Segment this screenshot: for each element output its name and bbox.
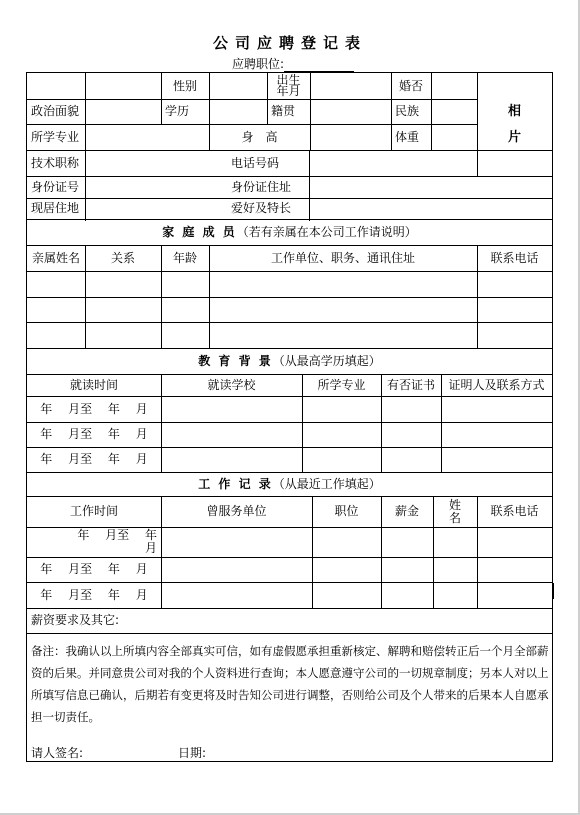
edu-row-1-period: 年 月至 年 月	[40, 401, 148, 416]
edu-row-3-period: 年 月至 年 月	[40, 452, 148, 466]
tech-title-label: 技术职称	[31, 155, 80, 170]
family-col-name: 亲属姓名	[31, 250, 80, 265]
work-col-reference-name-char2: 名	[448, 510, 461, 525]
edu-col-major: 所学专业	[317, 377, 366, 392]
education-label: 学历	[165, 104, 190, 118]
height-label: 身 高	[241, 129, 278, 144]
disclaimer-text: 备注：我确认以上所填内容全部真实可信，如有虚假愿承担重新核定、解聘和赔偿转正后一个月全部薪资的后果。并同意贵公司对我的个人资料进行查询；本人愿意遵守公司的一切规章制度；另本人对以上所填写信息已确认，后期若有变更将及时告知公司进行调整，否则给公司及个人带来的后果本人自愿承担一切责任。	[31, 644, 549, 724]
major-label: 所学专业	[31, 129, 80, 144]
photo-label-char2: 片	[507, 129, 521, 145]
weight-label: 体重	[395, 129, 420, 144]
work-col-employer: 曾服务单位	[206, 504, 267, 518]
family-section-header	[27, 219, 552, 245]
gender-label: 性别	[172, 78, 197, 93]
work-col-phone: 联系电话	[490, 504, 539, 518]
work-section-title: 工 作 记 录	[198, 476, 273, 491]
application-form-table	[26, 72, 553, 762]
applied-position-label: 应聘职位:	[232, 57, 285, 71]
work-row-2-period: 年 月至 年 月	[40, 562, 148, 576]
applied-position-field[interactable]	[284, 59, 354, 72]
work-section-note: （从最近工作填起）	[272, 476, 381, 491]
work-col-reference-name-char1: 姓	[448, 497, 461, 512]
photo-label-char1: 相	[507, 103, 521, 119]
photo-box	[477, 73, 552, 176]
edu-col-period: 就读时间	[69, 377, 118, 392]
signature-label: 请人签名:	[31, 745, 84, 760]
family-col-phone: 联系电话	[490, 250, 539, 265]
family-col-work: 工作单位、职务、通讯住址	[270, 250, 415, 265]
family-section-title: 家 庭 成 员	[162, 224, 237, 239]
date-label: 日期:	[178, 745, 207, 760]
work-col-reference-name	[433, 496, 477, 527]
work-col-salary: 薪金	[394, 504, 419, 518]
work-col-position: 职位	[334, 504, 359, 518]
work-section-header	[27, 472, 552, 496]
edu-col-reference: 证明人及联系方式	[448, 377, 545, 392]
ethnicity-label: 民族	[395, 104, 420, 118]
hobbies-label: 爱好及特长	[231, 201, 292, 215]
political-status-label: 政治面貌	[31, 104, 80, 118]
education-section-header	[27, 348, 552, 374]
edu-row-2-period: 年 月至 年 月	[40, 427, 148, 441]
birth-date-label-line1: 出生	[276, 73, 301, 87]
work-row-3-period: 年 月至 年 月	[40, 587, 148, 602]
work-row-1-period-line2: 月	[144, 541, 157, 555]
edu-col-school: 就读学校	[207, 377, 256, 392]
birth-date-label	[267, 73, 310, 99]
work-row-1-period	[27, 527, 161, 557]
current-address-label: 现居住地	[31, 201, 80, 215]
phone-label: 电话号码	[231, 155, 280, 170]
education-section-note: （从最高学历填起）	[272, 353, 381, 368]
id-address-label: 身份证住址	[231, 179, 292, 194]
margin-mark	[552, 583, 554, 599]
id-number-label: 身份证号	[31, 179, 80, 194]
photo-label	[508, 99, 521, 151]
family-section-note: （若有亲属在本公司工作请说明）	[236, 224, 417, 239]
work-col-period: 工作时间	[69, 504, 118, 518]
salary-requirements-label: 薪资要求及其它:	[31, 613, 120, 627]
family-col-relation: 关系	[110, 250, 135, 265]
marital-status-label: 婚否	[398, 78, 423, 93]
education-section-title: 教 育 背 景	[198, 353, 273, 368]
edu-col-certificate: 有否证书	[386, 377, 435, 392]
birth-date-label-line2: 年月	[276, 84, 301, 98]
work-row-1-period-line1: 年 月至 年	[77, 528, 157, 542]
family-col-age: 年龄	[172, 250, 197, 265]
applied-position	[232, 55, 354, 72]
native-place-label: 籍贯	[271, 104, 296, 118]
form-title: 公司应聘登记表	[212, 34, 367, 52]
